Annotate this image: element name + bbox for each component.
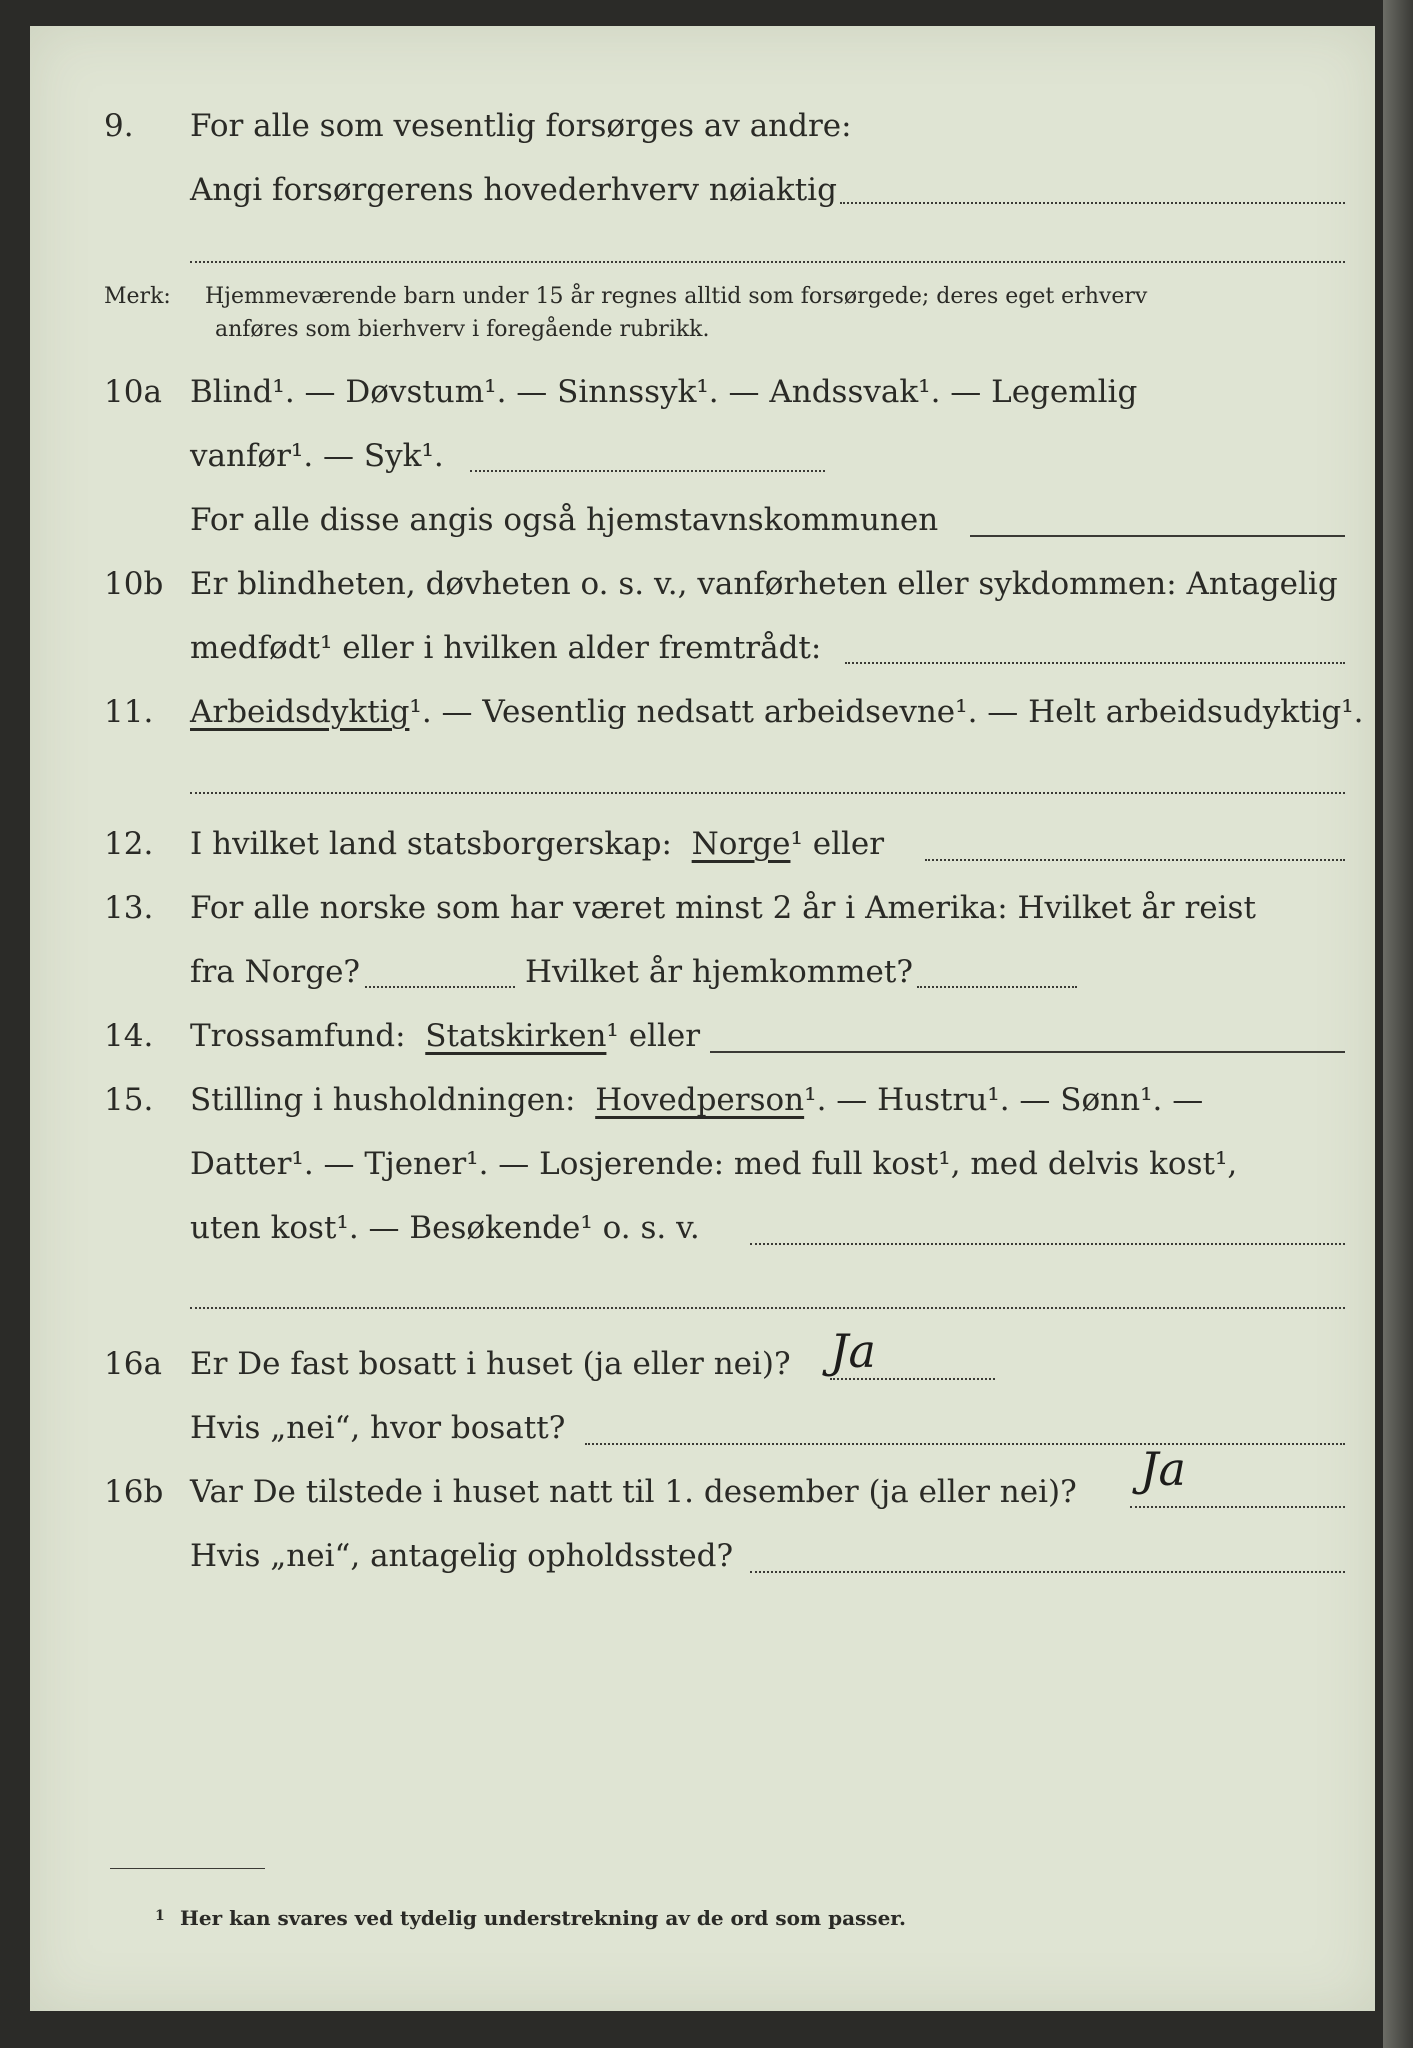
question-text-post: ¹ eller <box>790 826 885 862</box>
question-text-rest: ¹. — Vesentlig nedsatt arbeidsevne¹. — Helt arbeidsudyktig¹. <box>409 694 1364 730</box>
question-number: 16a <box>104 1346 162 1382</box>
question-text-pre: Stilling i husholdningen: <box>190 1082 576 1118</box>
selected-option[interactable]: Norge <box>691 826 791 862</box>
question-text: Blind¹. — Døvstum¹. — Sinnssyk¹. — Andssvak¹. — Legemlig <box>190 374 1138 410</box>
question-text: Hvis „nei“, hvor bosatt? <box>190 1410 566 1446</box>
question-text <box>190 826 884 862</box>
question-text: Er De fast bosatt i huset (ja eller nei)? <box>190 1346 791 1382</box>
answer-line[interactable] <box>190 261 1345 263</box>
question-text: For alle disse angis også hjemstavnskommunen <box>190 502 939 538</box>
answer-line[interactable] <box>830 1378 995 1380</box>
answer-line[interactable] <box>710 1051 1345 1053</box>
answer-line[interactable] <box>840 202 1345 204</box>
question-number: 10b <box>104 566 164 602</box>
answer-line[interactable] <box>750 1571 1345 1573</box>
note-label: Merk: <box>104 284 171 309</box>
footnote-divider <box>110 1868 265 1869</box>
question-text-post: ¹ eller <box>606 1018 701 1054</box>
question-text: For alle norske som har været minst 2 år i Amerika: Hvilket år reist <box>190 890 1256 926</box>
question-number: 12. <box>104 826 154 862</box>
question-text: Angi forsørgerens hovederhverv nøiaktig <box>190 172 837 208</box>
question-text: fra Norge? <box>190 954 361 990</box>
question-text: medfødt¹ eller i hvilken alder fremtrådt: <box>190 630 822 666</box>
answer-line[interactable] <box>470 470 825 472</box>
question-text: vanfør¹. — Syk¹. <box>190 438 444 474</box>
question-text: Hvilket år hjemkommet? <box>525 954 913 990</box>
footnote-mark: 1 <box>155 1908 165 1924</box>
question-number: 13. <box>104 890 154 926</box>
question-text <box>190 1082 1203 1118</box>
question-number: 11. <box>104 694 154 730</box>
page-edge-shadow <box>1383 0 1413 2048</box>
answer-line[interactable] <box>190 1307 1345 1309</box>
question-number: 14. <box>104 1018 154 1054</box>
question-number: 16b <box>104 1474 164 1510</box>
selected-option[interactable]: Statskirken <box>425 1018 607 1054</box>
answer-line[interactable] <box>365 986 515 988</box>
answer-line[interactable] <box>190 792 1345 794</box>
question-text-pre: I hvilket land statsborgerskap: <box>190 826 672 862</box>
answer-line[interactable] <box>845 662 1345 664</box>
answer-line[interactable] <box>917 986 1077 988</box>
question-text <box>190 1018 700 1054</box>
answer-line[interactable] <box>1130 1506 1345 1508</box>
question-text: Er blindheten, døvheten o. s. v., vanførheten eller sykdommen: Antagelig <box>190 566 1338 602</box>
answer-line[interactable] <box>585 1443 1345 1445</box>
selected-option[interactable]: Hovedperson <box>595 1082 805 1118</box>
question-text-pre: Trossamfund: <box>190 1018 406 1054</box>
census-form-page <box>30 26 1375 2011</box>
answer-line[interactable] <box>925 859 1345 861</box>
selected-option[interactable]: Arbeidsdyktig <box>190 694 410 730</box>
question-number: 15. <box>104 1082 154 1118</box>
question-text-post: ¹. — Hustru¹. — Sønn¹. — <box>804 1082 1204 1118</box>
question-text: For alle som vesentlig forsørges av andre: <box>190 108 852 144</box>
handwritten-answer: Ja <box>830 1324 876 1378</box>
question-number: 10a <box>104 374 162 410</box>
handwritten-answer: Ja <box>1140 1442 1186 1496</box>
note-text: Hjemmeværende barn under 15 år regnes alltid som forsørgede; deres eget erhverv <box>205 284 1148 309</box>
question-text: Var De tilstede i huset natt til 1. desember (ja eller nei)? <box>190 1474 1077 1510</box>
question-text <box>190 694 1364 730</box>
question-text: uten kost¹. — Besøkende¹ o. s. v. <box>190 1210 700 1246</box>
question-text: Hvis „nei“, antagelig opholdssted? <box>190 1538 734 1574</box>
answer-line[interactable] <box>750 1243 1345 1245</box>
answer-line[interactable] <box>970 535 1345 537</box>
note-text: anføres som bierhverv i foregående rubrikk. <box>215 317 710 342</box>
question-number: 9. <box>104 108 134 144</box>
question-text: Datter¹. — Tjener¹. — Losjerende: med full kost¹, med delvis kost¹, <box>190 1146 1238 1182</box>
footnote-text: Her kan svares ved tydelig understrekning av de ord som passer. <box>180 1906 906 1930</box>
